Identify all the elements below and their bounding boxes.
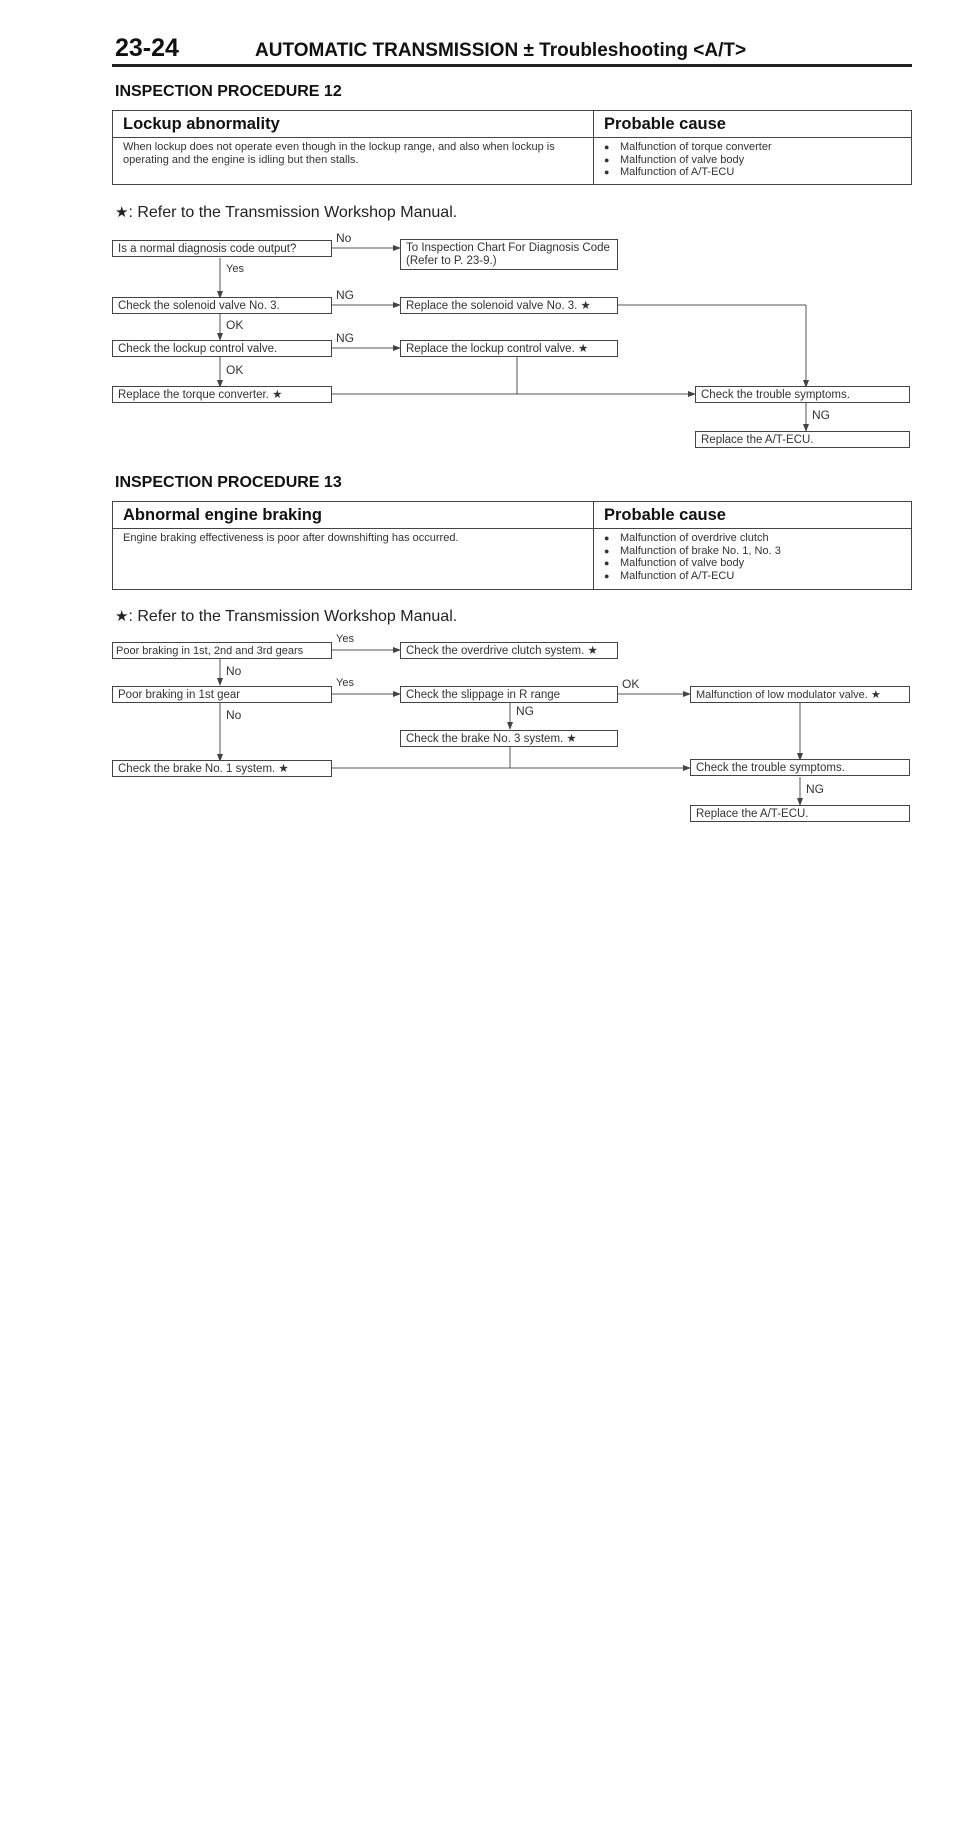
flow-label-ng: NG: [806, 782, 824, 796]
flow-node-poor-braking-123: Poor braking in 1st, 2nd and 3rd gears: [112, 642, 332, 659]
flow-node-replace-solenoid: Replace the solenoid valve No. 3. ★: [400, 297, 618, 314]
symptom-title: Lockup abnormality: [113, 111, 594, 138]
page-title: AUTOMATIC TRANSMISSION ± Troubleshooting <A/T>: [255, 40, 747, 61]
flow-node-replace-torque: Replace the torque converter. ★: [112, 386, 332, 403]
cause-item: ● Malfunction of overdrive clutch: [604, 532, 901, 545]
cause-item: ● Malfunction of valve body: [604, 557, 901, 570]
flow-node-check-symptoms: Check the trouble symptoms.: [690, 759, 910, 776]
flow-node-diagnosis-question: Is a normal diagnosis code output?: [112, 240, 332, 257]
reference-note-text: : Refer to the Transmission Workshop Manual.: [128, 608, 458, 625]
flow-node-check-lockup: Check the lockup control valve.: [112, 340, 332, 357]
page-number: 23-24: [115, 34, 179, 62]
flow-node-check-symptoms: Check the trouble symptoms.: [695, 386, 910, 403]
flow-label-yes: Yes: [226, 263, 244, 275]
flow-node-poor-braking-1st: Poor braking in 1st gear: [112, 686, 332, 703]
flow-label-ng: NG: [336, 288, 354, 302]
symptom-text: Engine braking effectiveness is poor after downshifting has occurred.: [113, 529, 594, 590]
reference-note-text: : Refer to the Transmission Workshop Manual.: [128, 204, 458, 221]
flow-node-inspection-chart: To Inspection Chart For Diagnosis Code (Refer to P. 23-9.): [400, 239, 618, 270]
flow-label-yes: Yes: [336, 677, 354, 689]
flow-label-no: No: [226, 708, 242, 722]
flow-label-yes: Yes: [336, 633, 354, 645]
star-icon: ★: [115, 204, 129, 221]
flow-node-check-solenoid: Check the solenoid valve No. 3.: [112, 297, 332, 314]
flow-node-check-slippage: Check the slippage in R range: [400, 686, 618, 703]
cause-item: ● Malfunction of A/T-ECU: [604, 570, 901, 583]
flow-label-ok: OK: [226, 318, 244, 332]
cause-item: ● Malfunction of valve body: [604, 154, 901, 167]
flow-label-ok: OK: [226, 363, 244, 377]
flow-node-check-brake1: Check the brake No. 1 system. ★: [112, 760, 332, 777]
symptom-text: When lockup does not operate even though in the lockup range, and also when lockup is operating and the engine is idling but then stalls.: [113, 138, 594, 185]
cause-title: Probable cause: [594, 502, 912, 529]
flow-node-check-brake3: Check the brake No. 3 system. ★: [400, 730, 618, 747]
flow-label-ng: NG: [812, 408, 830, 422]
cause-title: Probable cause: [594, 111, 912, 138]
star-icon: ★: [115, 608, 129, 625]
flow-node-replace-ecu: Replace the A/T-ECU.: [690, 805, 910, 822]
flow-label-no: No: [336, 231, 352, 245]
flow-node-replace-ecu: Replace the A/T-ECU.: [695, 431, 910, 448]
procedure-13-heading: INSPECTION PROCEDURE 13: [115, 474, 342, 491]
flow-label-ng: NG: [336, 331, 354, 345]
cause-item: ● Malfunction of torque converter: [604, 141, 901, 154]
flow-label-no: No: [226, 664, 242, 678]
cause-item: ● Malfunction of brake No. 1, No. 3: [604, 545, 901, 558]
cause-item: ● Malfunction of A/T-ECU: [604, 166, 901, 179]
flow-node-check-overdrive: Check the overdrive clutch system. ★: [400, 642, 618, 659]
flow-node-replace-lockup: Replace the lockup control valve. ★: [400, 340, 618, 357]
flow-label-ng: NG: [516, 704, 534, 718]
flow-label-ok: OK: [622, 677, 640, 691]
procedure-12-heading: INSPECTION PROCEDURE 12: [115, 83, 342, 100]
symptom-title: Abnormal engine braking: [113, 502, 594, 529]
flow-node-low-modulator: Malfunction of low modulator valve. ★: [690, 686, 910, 703]
